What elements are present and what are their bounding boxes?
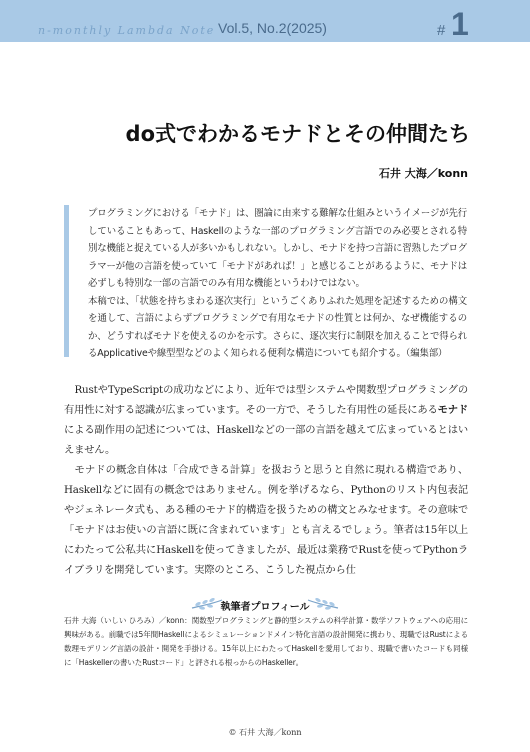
article-author: 石井 大海／konn [378, 167, 468, 180]
profile-heading-label: 執筆者プロフィール [220, 602, 310, 613]
body-paragraph-1 [64, 380, 468, 460]
abstract-box [64, 205, 467, 357]
body-p1-bold-term: モナド [437, 404, 468, 416]
body-p1-text-b: による副作用の記述については、Haskellなどの一部の言語を越えて広まっているとはいえません。 [64, 424, 468, 456]
body-p1-text-a: RustやTypeScriptの成功などにより、近年では型システムや関数型プログラミングの有用性に対する認識が広まっています。その一方で、そうした有用性の延長にある [64, 384, 468, 416]
issue-number: 1 [451, 6, 469, 42]
header-band [0, 0, 530, 42]
abstract-paragraph-2: 本稿では、「状態を持ちまわる逐次実行」というごくありふれた処理を記述するための構文を通して、言語によらずプログラミングで有用なモナドの性質とは何か、なぜ機能するのか、どうすればモナドを使えるのかを示す。さらに、逐次実行に制限を加えることで得られるApplicativeや線型型などのよく知られる便利な構造についても紹介する。（編集部） [88, 295, 467, 359]
issue-hash: # [437, 22, 446, 39]
article-title: do式でわかるモナドとその仲間たち [125, 122, 470, 146]
abstract-paragraph-1: プログラミングにおける「モナド」は、圏論に由来する難解な仕組みというイメージが先行していることもあって、Haskellのような一部のプログラミング言語でのみ必要とされる特別な機能と捉えている人が多いかもしれない。しかし、モナドを持つ言語に習熟したプログラマーが他の言語を使っていて「モナドがあれば！」と感じることがあるように、モナドは必ずしも特別な一部の言語でのみ有用な機能というわけではない。 [88, 208, 467, 289]
volume-info: Vol.5, No.2(2025) [218, 20, 327, 36]
laurel-right-icon [306, 596, 340, 610]
copyright-footer: © 石井 大海／konn [228, 728, 302, 737]
magazine-name: n-monthly Lambda Note [38, 24, 216, 37]
body-paragraph-2: モナドの概念自体は「合成できる計算」を扱おうと思うと自然に現れる構造であり、Haskellなどに固有の概念ではありません。例を挙げるなら、Pythonのリスト内包表記やジェネレータ式も、ある種のモナド的構造を扱うための構文とみなせます。その意味で「モナドはお使いの言語に既に含まれています」とも言えるでしょう。筆者は15年以上にわたって公私共にHaskellを使ってきましたが、最近は業務でRustを使ってPythonライブラリを開発しています。実際のところ、こうした視点から仕 [64, 464, 468, 576]
profile-text: 石井 大海（いしい ひろみ）／konn：関数型プログラミングと静的型システムの科学計算・数学ソフトウェアへの応用に興味がある。前職では5年間Haskellによるシミュレーションドメイン特化言語の設計開発に携わり、現職ではRustによる数理モデリング言語の設計・開発を手掛ける。15年以上にわたってHaskellを愛用しており、現職で書いたコードも同様に「Haskellerの書いたRustコード」と評される根っからのHaskeller。 [64, 616, 468, 667]
profile-heading [150, 594, 380, 612]
article-body [64, 380, 468, 580]
laurel-left-icon [190, 596, 224, 610]
